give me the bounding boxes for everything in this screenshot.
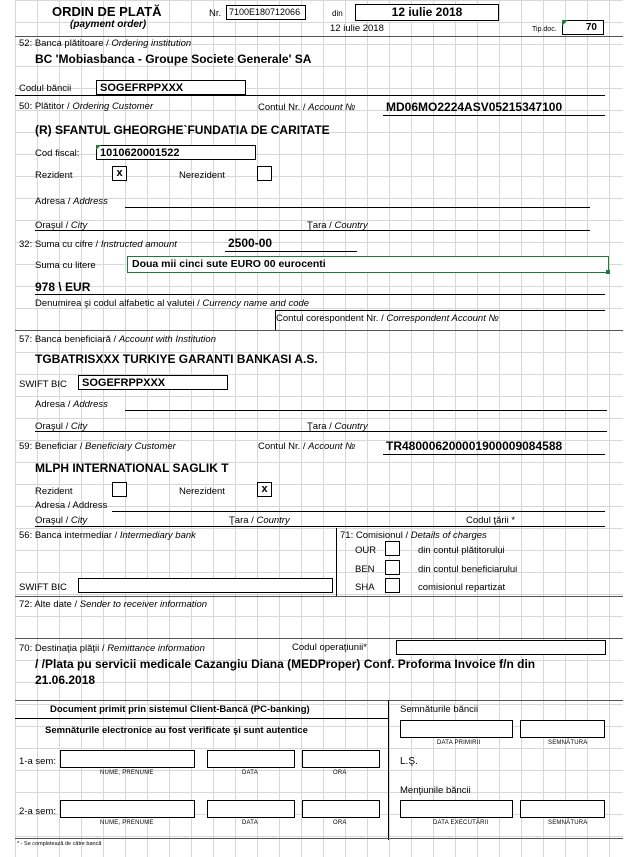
- date-din-label: din: [332, 9, 343, 18]
- intermediary-swift-field[interactable]: [78, 578, 333, 593]
- second-signature-label: 2-a sem:: [19, 806, 56, 817]
- fiscal-code-field[interactable]: 1010620001522: [96, 145, 256, 160]
- beneficiary-address-label: Adresa / Address: [35, 500, 108, 511]
- nonresident-label: Nerezident: [179, 170, 225, 181]
- beneficiary-account-number: TR480006200001900009084588: [386, 439, 563, 453]
- signatures-verified-note: Semnăturile electronice au fost verificate şi sunt autentice: [45, 725, 308, 736]
- charge-sha-checkbox[interactable]: [385, 578, 400, 593]
- payer-name: (R) SFANTUL GHEORGHE`FUNDATIA DE CARITATE: [35, 123, 330, 137]
- ordering-bank-name: BC 'Mobiasbanca - Groupe Societe Generale' SA: [35, 52, 312, 66]
- stamp-label: L.Ş.: [400, 756, 418, 767]
- bank-signature-field-1[interactable]: [520, 720, 605, 738]
- bank-country-label: Ţara / Country: [307, 421, 368, 432]
- beneficiary-account-label: Contul Nr. / Account №: [258, 441, 356, 452]
- beneficiary-city-label: Oraşul / City: [35, 515, 88, 526]
- amount-words-field[interactable]: Doua mii cinci sute EURO 00 eurocenti: [127, 256, 609, 273]
- divider: [15, 330, 623, 331]
- amount-words-label: Suma cu litere: [35, 260, 96, 271]
- pc-banking-note: Document primit prin sistemul Client-Bancă (PC-banking): [50, 704, 310, 715]
- beneficiary-nonresident-checkbox[interactable]: x: [257, 482, 272, 497]
- beneficiary-bank-name: TGBATRISXXX TURKIYE GARANTI BANKASI A.S.: [35, 352, 318, 366]
- order-date-field[interactable]: 12 iulie 2018: [355, 4, 499, 21]
- receipt-date-caption: DATA PRIMIRII: [437, 740, 481, 746]
- payer-address-label: Adresa / Address: [35, 196, 108, 207]
- name-caption: NUME, PRENUME: [100, 770, 154, 776]
- execution-date-caption: DATA EXECUTĂRII: [433, 820, 489, 826]
- underline: [15, 718, 388, 719]
- second-sig-time-field[interactable]: [302, 800, 380, 818]
- operation-code-field[interactable]: [396, 640, 606, 655]
- country-code-label: Codul ţării *: [466, 515, 516, 526]
- underline: [35, 526, 605, 527]
- signature-caption-1: SEMNĂTURA: [548, 740, 588, 746]
- order-number-label: Nr.: [209, 8, 222, 19]
- charge-ben-desc: din contul beneficiarului: [418, 564, 518, 575]
- payer-country-label: Ţara / Country: [307, 220, 368, 231]
- resident-checkbox[interactable]: x: [112, 166, 127, 181]
- charge-our-label: OUR: [355, 545, 377, 556]
- green-corner-marker: [96, 145, 101, 150]
- intermediary-bank-label: 56: Banca intermediar / Intermediary bank: [19, 530, 196, 541]
- field-resize-handle: [606, 270, 610, 274]
- underline: [225, 251, 357, 252]
- time-caption: ORA: [333, 820, 347, 826]
- charge-ben-label: BEN: [355, 564, 375, 575]
- beneficiary-label: 59: Beneficiar / Beneficiary Customer: [19, 441, 176, 452]
- underline: [383, 115, 605, 116]
- tipdoc-field[interactable]: 70: [562, 20, 604, 35]
- bank-code-field[interactable]: SOGEFRPPXXX: [96, 80, 246, 95]
- charge-ben-checkbox[interactable]: [385, 560, 400, 575]
- divider: [336, 528, 337, 596]
- beneficiary-resident-label: Rezident: [35, 486, 73, 497]
- bank-completion-note: * - Se completează de către bancă: [17, 841, 102, 847]
- first-sig-time-field[interactable]: [302, 750, 380, 768]
- payer-account-label: Contul Nr. / Account №: [258, 102, 356, 113]
- underline: [125, 410, 607, 411]
- charge-our-checkbox[interactable]: [385, 541, 400, 556]
- execution-date-field[interactable]: [400, 800, 513, 818]
- divider: [275, 310, 276, 330]
- form-title: ORDIN DE PLATĂ: [52, 4, 162, 19]
- charge-sha-label: SHA: [355, 582, 375, 593]
- bank-signatures-label: Semnăturile băncii: [400, 704, 479, 715]
- order-number-field[interactable]: 7100E180712066: [226, 5, 306, 20]
- intermediary-swift-label: SWIFT BIC: [19, 582, 67, 593]
- underline: [35, 230, 590, 231]
- remittance-label: 70: Destinaţia plăţii / Remittance information: [19, 643, 205, 654]
- bank-code-label: Codul băncii: [19, 83, 72, 94]
- tipdoc-label: Tip.doc.: [532, 26, 557, 33]
- currency-value: 978 \ EUR: [35, 280, 91, 294]
- operation-code-label: Codul operaţiunii*: [292, 642, 367, 653]
- beneficiary-swift-label: SWIFT BIC: [19, 379, 67, 390]
- remittance-line-2: 21.06.2018: [35, 673, 96, 687]
- divider: [15, 36, 623, 37]
- signature-caption-2: SEMNĂTURA: [548, 820, 588, 826]
- payer-label: 50: Plătitor / Ordering Customer: [19, 101, 154, 112]
- amount-label: 32: Suma cu cifre / Instructed amount: [19, 239, 177, 250]
- fiscal-code-label: Cod fiscal:: [35, 148, 80, 159]
- first-sig-name-field[interactable]: [60, 750, 195, 768]
- underline: [35, 294, 605, 295]
- other-info-label: 72: Alte date / Sender to receiver information: [19, 599, 208, 610]
- beneficiary-country-label: Ţara / Country: [229, 515, 290, 526]
- bank-address-label: Adresa / Address: [35, 399, 108, 410]
- underline: [15, 95, 605, 96]
- receipt-date-field[interactable]: [400, 720, 513, 738]
- order-date-small: 12 iulie 2018: [330, 23, 384, 34]
- underline: [383, 454, 605, 455]
- date-caption: DATA: [242, 770, 258, 776]
- amount-value: 2500-00: [228, 236, 273, 250]
- underline: [35, 431, 607, 432]
- beneficiary-swift-field[interactable]: SOGEFRPPXXX: [78, 375, 228, 390]
- beneficiary-resident-checkbox[interactable]: [112, 482, 127, 497]
- beneficiary-name: MLPH INTERNATIONAL SAGLIK T: [35, 461, 229, 475]
- second-sig-date-field[interactable]: [207, 800, 295, 818]
- underline: [112, 511, 605, 512]
- underline: [275, 310, 605, 311]
- charge-sha-desc: comisionul repartizat: [418, 582, 506, 593]
- charges-label: 71: Comisionul / Details of charges: [340, 530, 487, 541]
- payer-account-number: MD06MO2224ASV05215347100: [386, 100, 563, 114]
- remittance-line-1: / /Plata pu servicii medicale Cazangiu Diana (MEDProper) Conf. Proforma Invoice f/n din: [35, 657, 536, 671]
- beneficiary-bank-label: 57: Banca beneficiară / Account with Institution: [19, 334, 216, 345]
- divider: [15, 700, 623, 701]
- beneficiary-nonresident-label: Nerezident: [179, 486, 225, 497]
- first-signature-label: 1-a sem:: [19, 756, 56, 767]
- charge-our-desc: din contul plătitorului: [418, 545, 505, 556]
- form-subtitle: (payment order): [70, 19, 147, 30]
- name-caption: NUME, PRENUME: [100, 820, 154, 826]
- first-sig-date-field[interactable]: [207, 750, 295, 768]
- date-caption: DATA: [242, 820, 258, 826]
- divider: [15, 638, 623, 639]
- correspondent-account-label: Contul corespondent Nr. / Correspondent Account №: [276, 313, 499, 324]
- bank-city-label: Oraşul / City: [35, 421, 88, 432]
- divider: [15, 596, 623, 597]
- nonresident-checkbox[interactable]: [257, 166, 272, 181]
- time-caption: ORA: [333, 770, 347, 776]
- bank-mentions-label: Menţiunile băncii: [400, 785, 471, 796]
- ordering-bank-label: 52: Banca plătitoare / Ordering institution: [19, 38, 192, 49]
- payer-city-label: Oraşul / City: [35, 220, 88, 231]
- divider: [15, 838, 623, 839]
- underline: [125, 207, 590, 208]
- resident-label: Rezident: [35, 170, 73, 181]
- currency-label: Denumirea şi codul alfabetic al valutei / Currency name and code: [35, 298, 310, 309]
- bank-signature-field-2[interactable]: [520, 800, 605, 818]
- second-sig-name-field[interactable]: [60, 800, 195, 818]
- green-corner-marker: [562, 20, 568, 26]
- divider: [388, 700, 389, 840]
